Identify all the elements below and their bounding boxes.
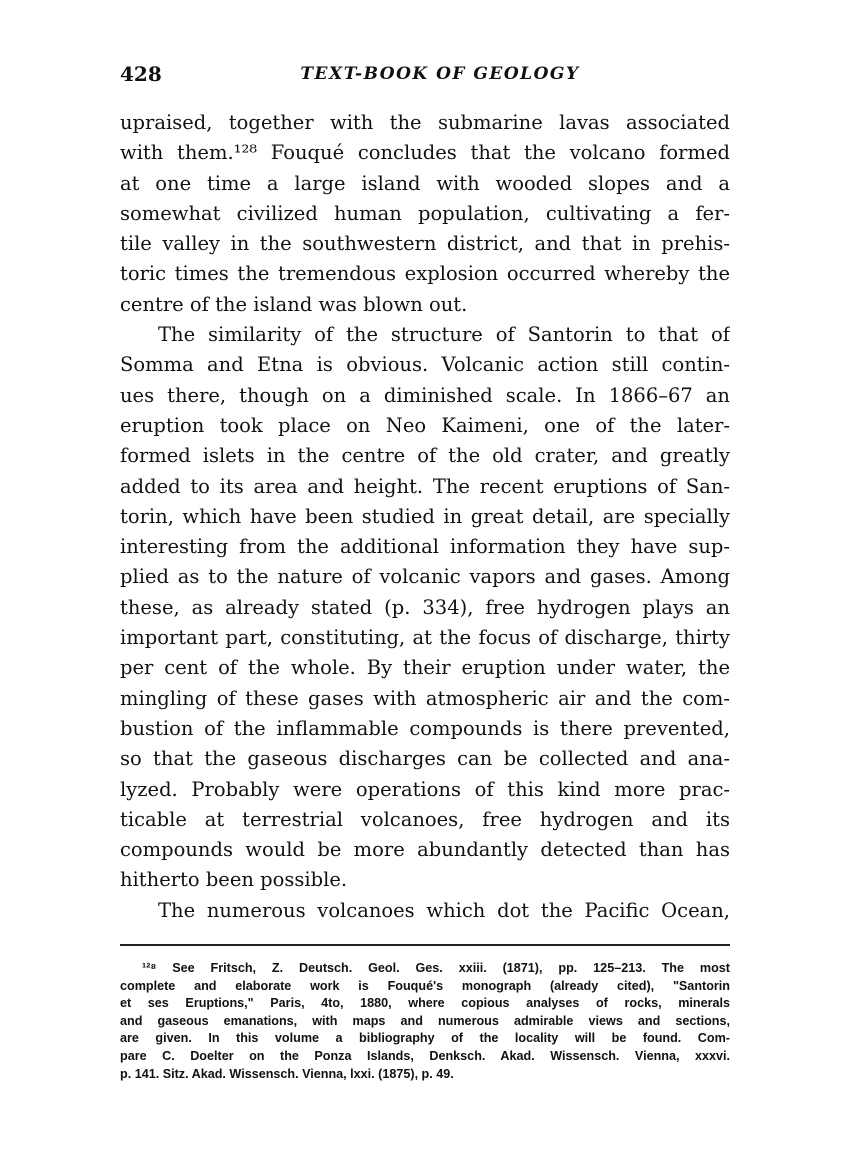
text-line: bustion of the inflammable compounds is there prevented, <box>120 716 730 740</box>
text-line: tile valley in the southwestern district, and that in prehis- <box>120 232 730 256</box>
footnote-line: et ses Eruptions," Paris, 4to, 1880, where copious analyses of rocks, minerals <box>120 996 730 1011</box>
running-head: TEXT-BOOK OF GEOLOGY <box>300 64 580 84</box>
text-line: hitherto been possible. <box>120 868 348 892</box>
text-line: plied as to the nature of volcanic vapors and gases. Among <box>120 565 730 589</box>
text-line: upraised, together with the submarine lavas associated <box>120 111 730 134</box>
text-line: The similarity of the structure of Santorin to that of <box>158 323 730 347</box>
footnote <box>120 960 730 1083</box>
body-text <box>120 108 730 926</box>
text-line: somewhat civilized human population, cultivating a fer- <box>120 201 730 225</box>
text-line: per cent of the whole. By their eruption under water, the <box>120 656 730 680</box>
text-line: eruption took place on Neo Kaimeni, one of the later- <box>120 413 730 437</box>
footnote-line: p. 141. Sitz. Akad. Wissensch. Vienna, lxxi. (1875), p. 49. <box>120 1066 454 1081</box>
text-line: mingling of these gases with atmospheric air and the com- <box>120 686 730 710</box>
text-line: added to its area and height. The recent eruptions of San- <box>120 474 730 498</box>
text-line: with them.¹²⁸ Fouqué concludes that the volcano formed <box>120 141 730 165</box>
text-line: important part, constituting, at the focus of discharge, thirty <box>120 626 730 650</box>
text-line: so that the gaseous discharges can be collected and ana- <box>120 747 730 771</box>
text-line: ticable at terrestrial volcanoes, free hydrogen and its <box>120 807 730 831</box>
text-line: interesting from the additional information they have sup- <box>120 535 730 559</box>
footnote-line: pare C. Doelter on the Ponza Islands, Denksch. Akad. Wissensch. Vienna, xxxvi. <box>120 1048 730 1063</box>
text-line: Somma and Etna is obvious. Volcanic action still contin- <box>120 353 730 377</box>
text-line: at one time a large island with wooded slopes and a <box>120 171 730 195</box>
footnote-line: and gaseous emanations, with maps and numerous admirable views and sections, <box>120 1013 730 1028</box>
page-number: 428 <box>120 62 162 86</box>
text-line: these, as already stated (p. 334), free hydrogen plays an <box>120 595 730 619</box>
text-line: ues there, though on a diminished scale. In 1866–67 an <box>120 383 730 407</box>
text-line: centre of the island was blown out. <box>120 292 468 316</box>
text-line: The numerous volcanoes which dot the Pacific Ocean, <box>158 898 730 922</box>
footnote-rule <box>120 944 730 946</box>
footnote-line: are given. In this volume a bibliography of the locality will be found. Com- <box>120 1031 730 1046</box>
text-line: compounds would be more abundantly detected than has <box>120 838 730 862</box>
page-header <box>120 62 730 92</box>
text-line: torin, which have been studied in great detail, are specially <box>120 504 730 528</box>
text-line: lyzed. Probably were operations of this kind more prac- <box>120 777 730 801</box>
footnote-line: complete and elaborate work is Fouqué's monograph (already cited), "Santorin <box>120 978 730 993</box>
text-line: formed islets in the centre of the old crater, and greatly <box>120 444 730 468</box>
footnote-line: ¹²⁸ See Fritsch, Z. Deutsch. Geol. Ges. xxiii. (1871), pp. 125–213. The most <box>142 961 730 975</box>
text-line: toric times the tremendous explosion occurred whereby the <box>120 262 730 286</box>
